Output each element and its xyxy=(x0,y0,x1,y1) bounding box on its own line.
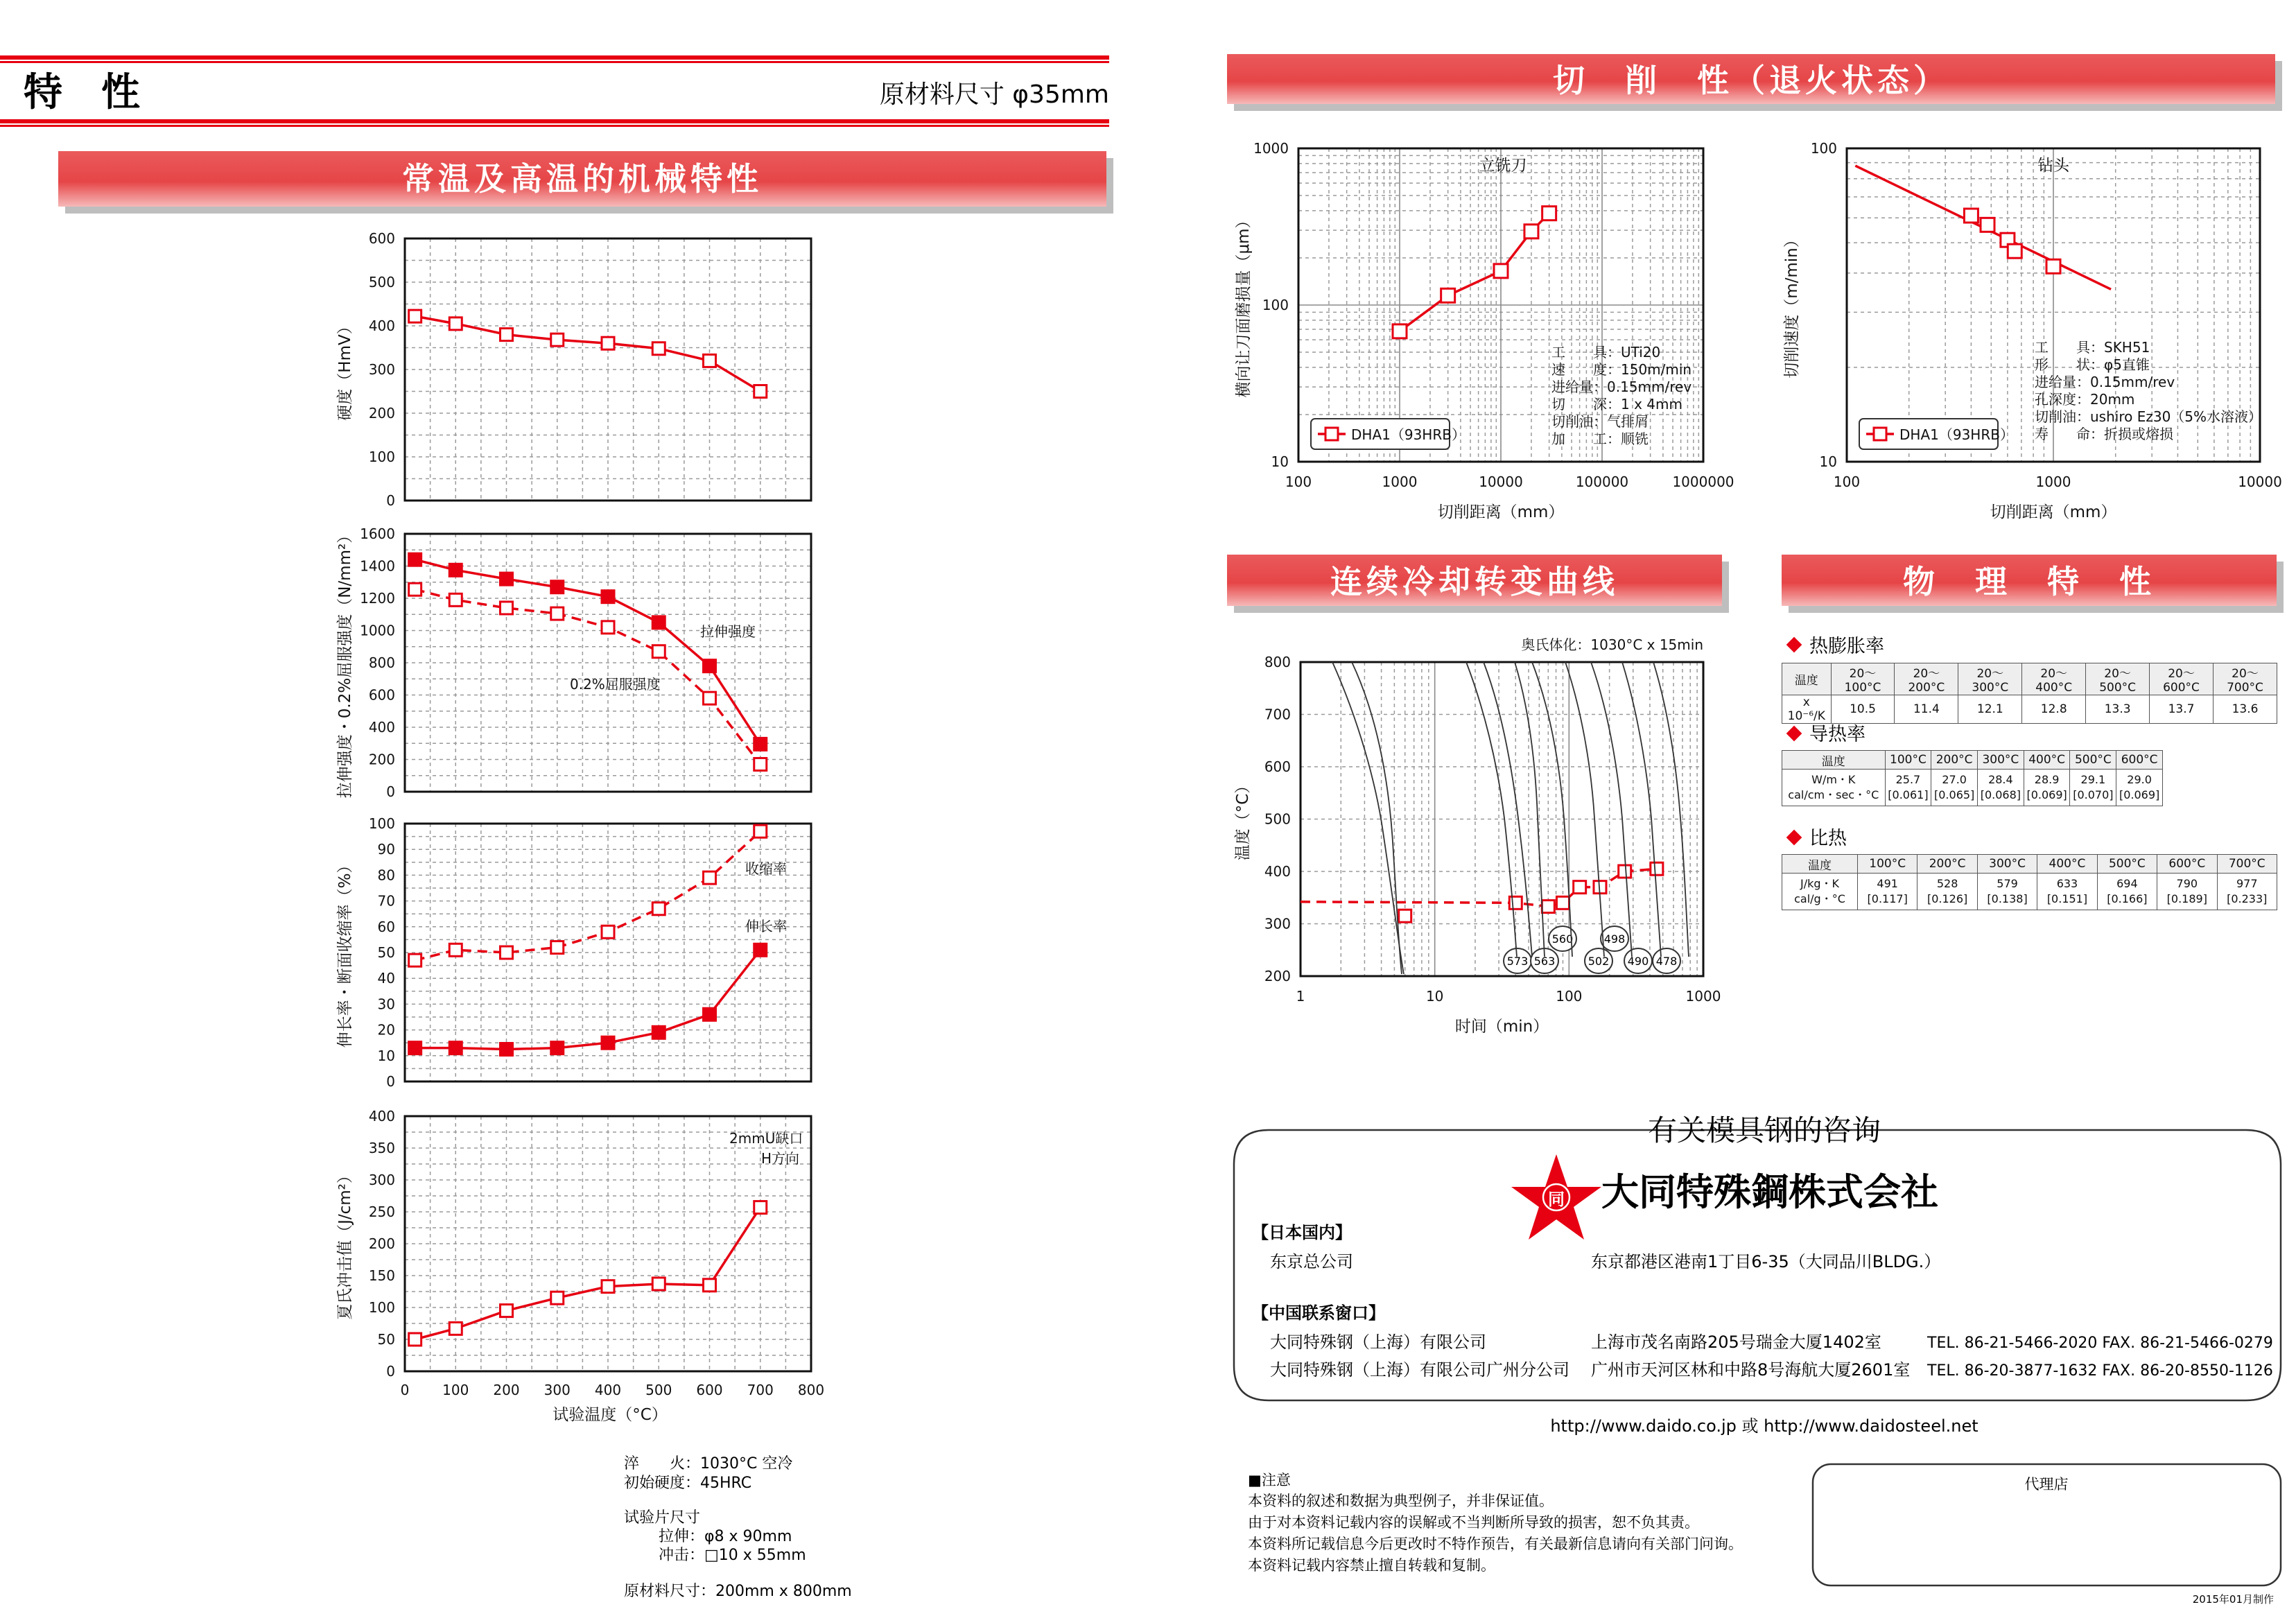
y-tick-label: 1000 xyxy=(360,622,395,639)
x-tick-label: 1000 xyxy=(2035,473,2071,490)
table-cell: 300°C xyxy=(1978,751,2024,770)
table-cell: 700°C xyxy=(2217,855,2277,874)
x-axis-label: 切削距离（mm） xyxy=(1437,503,1565,521)
cutting-condition: 工 具：UTi20 xyxy=(1551,344,1661,360)
cn2-name: 大同特殊钢（上海）有限公司广州分公司 xyxy=(1270,1360,1569,1380)
cutting-condition: 切削油：气排屑 xyxy=(1551,413,1649,430)
chart-title: 立铣刀 xyxy=(1479,157,1527,175)
data-point xyxy=(409,954,421,966)
x-tick-label: 100 xyxy=(1556,988,1583,1005)
series-line xyxy=(415,831,760,960)
data-point xyxy=(449,564,462,576)
data-point xyxy=(501,1305,513,1317)
y-tick-label: 100 xyxy=(368,1299,395,1316)
conduct-title: 导热率 xyxy=(1809,724,1866,745)
cn1-name: 大同特殊钢（上海）有限公司 xyxy=(1270,1332,1486,1352)
x-tick-label: 800 xyxy=(797,1382,825,1398)
data-point xyxy=(1981,218,1994,232)
data-point xyxy=(1441,288,1455,302)
x-tick-label: 1000 xyxy=(1685,988,1721,1005)
data-point xyxy=(449,1322,462,1335)
y-tick-label: 1400 xyxy=(360,557,395,575)
gridlines xyxy=(405,1116,811,1371)
contact-box xyxy=(1234,1113,2281,1400)
data-point xyxy=(409,1333,421,1346)
data-point xyxy=(704,1279,716,1292)
publish-date: 2015年01月制作 xyxy=(2192,1593,2274,1606)
hardness-value: 563 xyxy=(1533,955,1556,968)
table-cell: 13.3 xyxy=(2086,695,2150,724)
note-tensile: 拉伸：φ8 x 90mm xyxy=(659,1528,792,1545)
cutting-condition: 形 状：φ5直锥 xyxy=(2035,356,2150,373)
disclaimer-line-1: 本资料的叙述和数据为典型例子，并非保证值。 xyxy=(1248,1493,1554,1509)
data-point xyxy=(602,591,614,603)
data-point xyxy=(652,645,665,658)
drill-chart xyxy=(1783,140,2282,521)
y-tick-label: 40 xyxy=(377,970,395,987)
disclaimer xyxy=(1248,1472,1743,1574)
table-cell: 633 [0.151] xyxy=(2037,874,2097,910)
impact-chart xyxy=(336,1108,811,1380)
data-point xyxy=(1509,896,1522,909)
x-tick-label: 400 xyxy=(594,1382,622,1398)
banner-cut xyxy=(1227,54,2282,111)
table-cell: 100°C xyxy=(1857,855,1917,874)
data-point xyxy=(602,926,614,938)
table-cell: 29.1 [0.070] xyxy=(2070,770,2116,806)
table-cell: 400°C xyxy=(2037,855,2097,874)
data-point xyxy=(449,318,462,330)
y-tick-label: 70 xyxy=(377,892,395,910)
data-point xyxy=(551,1042,564,1054)
data-point xyxy=(754,1201,767,1214)
series-label: 2mmU缺口 xyxy=(729,1130,803,1147)
y-tick-label: 350 xyxy=(368,1140,395,1156)
y-tick-label: 0 xyxy=(386,1073,395,1090)
data-point xyxy=(754,825,767,837)
y-tick-label: 600 xyxy=(1264,758,1291,775)
table-cell: 12.1 xyxy=(1958,695,2022,724)
y-tick-label: 500 xyxy=(368,274,395,290)
spec-title: 比热 xyxy=(1809,828,1847,849)
hardness-value: 478 xyxy=(1655,955,1678,968)
data-point xyxy=(501,573,513,585)
banner-cct xyxy=(1227,555,1729,613)
thermal-conductivity-table xyxy=(1782,750,2163,806)
note-spec: 试验片尺寸 xyxy=(624,1509,701,1527)
table-cell: 28.9 [0.069] xyxy=(2024,770,2070,806)
page-title: 特 性 xyxy=(24,70,140,115)
logo-char: 同 xyxy=(1548,1190,1565,1209)
y-tick-label: 100 xyxy=(368,449,395,465)
x-tick-label: 0 xyxy=(400,1382,410,1398)
table-cell: 528 [0.126] xyxy=(1917,874,1977,910)
data-point xyxy=(704,871,716,884)
table-cell: 100°C xyxy=(1885,751,1931,770)
y-tick-label: 800 xyxy=(1264,654,1291,670)
y-tick-label: 10 xyxy=(1819,453,1837,470)
cutting-condition: 孔深度：20mm xyxy=(2035,391,2135,408)
legend-label: DHA1（93HRB） xyxy=(1899,426,2014,443)
specific-heat-table xyxy=(1782,854,2277,910)
table-cell: 13.6 xyxy=(2213,695,2277,724)
series-label: 0.2%屈服强度 xyxy=(570,676,661,693)
cutting-condition: 加 工：顺铣 xyxy=(1551,431,1649,447)
data-point xyxy=(704,1008,716,1020)
banner-cut-title: 切 削 性（退火状态） xyxy=(1553,62,1949,99)
data-point xyxy=(2046,259,2060,273)
y-tick-label: 100 xyxy=(368,815,395,832)
data-point xyxy=(501,1043,513,1056)
data-point xyxy=(551,941,564,954)
y-tick-label: 80 xyxy=(377,867,395,884)
data-point xyxy=(501,602,513,614)
cutting-condition: 工 具：SKH51 xyxy=(2035,339,2150,356)
y-tick-label: 300 xyxy=(368,361,395,378)
x-tick-label: 1 xyxy=(1296,988,1305,1005)
y-tick-label: 1600 xyxy=(360,525,395,542)
data-point xyxy=(409,310,421,322)
table-cell: J/kg・K cal/g・°C xyxy=(1782,874,1858,910)
cutting-condition: 速 度：150m/min xyxy=(1551,361,1692,378)
y-tick-label: 400 xyxy=(368,318,395,334)
x-tick-label: 300 xyxy=(543,1382,571,1398)
data-point xyxy=(652,1026,665,1039)
data-point xyxy=(754,738,767,750)
diamond-icon xyxy=(1786,830,1802,846)
contact-title: 有关模具钢的咨询 xyxy=(1647,1113,1881,1147)
y-tick-label: 50 xyxy=(377,944,395,961)
table-cell: 600°C xyxy=(2157,855,2217,874)
y-tick-label: 10 xyxy=(377,1047,395,1064)
table-cell: 400°C xyxy=(2024,751,2070,770)
table-cell: 温度 xyxy=(1782,751,1886,770)
agent-label: 代理店 xyxy=(2024,1476,2069,1493)
table-cell: 491 [0.117] xyxy=(1857,874,1917,910)
data-point xyxy=(754,944,767,956)
table-cell: 790 [0.189] xyxy=(2157,874,2217,910)
y-tick-label: 50 xyxy=(377,1331,395,1348)
cn2-tel: TEL. 86-20-3877-1632 FAX. 86-20-8550-1126 xyxy=(1927,1362,2273,1380)
data-point xyxy=(1619,865,1631,878)
x-tick-label: 700 xyxy=(747,1382,774,1398)
y-axis-label: 伸长率・断面收缩率（%） xyxy=(336,857,354,1048)
diamond-icon xyxy=(1786,726,1802,742)
y-tick-label: 200 xyxy=(368,405,395,422)
table-cell: 694 [0.166] xyxy=(2097,874,2157,910)
note-hardness: 初始硬度：45HRC xyxy=(624,1475,752,1492)
y-tick-label: 90 xyxy=(377,841,395,858)
series-line xyxy=(415,1208,760,1339)
jp-heading: 【日本国内】 xyxy=(1252,1223,1352,1242)
table-cell: x 10⁻⁶/K xyxy=(1782,695,1832,724)
hardness-value: 502 xyxy=(1588,955,1610,968)
cutting-condition: 切 深：1 x 4mm xyxy=(1551,396,1682,412)
y-tick-label: 200 xyxy=(368,751,395,768)
test-notes xyxy=(624,1455,852,1600)
disclaimer-line-3: 本资料所记载信息今后更改时不特作预告，有关最新信息请向有关部门问询。 xyxy=(1248,1536,1743,1552)
data-point xyxy=(551,1292,564,1304)
data-point xyxy=(704,354,716,367)
x-tick-label: 100 xyxy=(1833,473,1861,490)
data-point xyxy=(602,1036,614,1049)
x-tick-label: 100000 xyxy=(1575,473,1629,490)
table-cell: 29.0 [0.069] xyxy=(2116,770,2163,806)
table-cell: 200°C xyxy=(1917,855,1977,874)
x-tick-label: 1000 xyxy=(1382,473,1418,490)
y-tick-label: 10 xyxy=(1271,453,1289,470)
series-label: H方向 xyxy=(761,1150,800,1167)
table-cell: 579 [0.138] xyxy=(1977,874,2037,910)
table-cell: 20～300°C xyxy=(1958,663,2022,695)
note-impact: 冲击：□10 x 55mm xyxy=(659,1547,806,1564)
table-cell: 20～200°C xyxy=(1895,663,1958,695)
x-axis-label: 试验温度（°C） xyxy=(553,1406,668,1424)
data-point xyxy=(409,553,421,566)
legend-marker xyxy=(1874,428,1886,440)
data-point xyxy=(1542,207,1556,220)
y-axis-label: 拉伸强度・0.2%屈服强度（N/mm²） xyxy=(336,527,354,799)
legend-marker xyxy=(1325,428,1338,440)
x-tick-label: 10 xyxy=(1425,988,1444,1005)
y-tick-label: 1000 xyxy=(1253,140,1289,157)
series-label: 拉伸强度 xyxy=(700,623,756,640)
y-tick-label: 250 xyxy=(368,1204,395,1220)
table-cell: 温度 xyxy=(1782,855,1858,874)
data-point xyxy=(1574,881,1586,894)
y-axis-label: 横向让刀面磨损量（μm） xyxy=(1235,212,1253,398)
table-cell: 500°C xyxy=(2070,751,2116,770)
banner-phys-title: 物 理 特 性 xyxy=(1903,563,2155,600)
data-point xyxy=(449,593,462,606)
y-tick-label: 0 xyxy=(386,783,395,800)
table-cell: 500°C xyxy=(2097,855,2157,874)
x-tick-label: 500 xyxy=(645,1382,672,1398)
disclaimer-head: ■注意 xyxy=(1248,1472,1291,1488)
data-point xyxy=(501,946,513,959)
data-point xyxy=(2008,244,2021,258)
data-point xyxy=(1494,264,1508,278)
series-line xyxy=(415,559,760,744)
data-point xyxy=(602,621,614,634)
cutting-condition: 寿 命：折损或熔损 xyxy=(2035,426,2173,442)
data-point xyxy=(1651,862,1663,875)
y-tick-label: 100 xyxy=(1262,297,1289,313)
y-axis-label: 切削速度（m/min） xyxy=(1783,232,1801,379)
y-axis-label: 温度（°C） xyxy=(1234,777,1252,861)
data-point xyxy=(409,583,421,596)
series-line xyxy=(415,950,760,1049)
y-axis-label: 夏氏冲击值（J/cm²） xyxy=(336,1167,354,1320)
table-cell: 20～500°C xyxy=(2086,663,2150,695)
note-raw-size: 原材料尺寸：200mm x 800mm xyxy=(624,1583,852,1600)
cutting-condition: 切削油：ushiro Ez30（5%水溶液） xyxy=(2035,408,2263,425)
x-tick-label: 100 xyxy=(1285,473,1312,490)
x-tick-label: 200 xyxy=(493,1382,520,1398)
y-tick-label: 400 xyxy=(368,719,395,736)
legend-label: DHA1（93HRB） xyxy=(1351,426,1466,443)
x-tick-label: 1000000 xyxy=(1672,473,1734,490)
series-label: 收缩率 xyxy=(745,860,787,877)
x-axis-label: 切削距离（mm） xyxy=(1990,503,2117,521)
data-point xyxy=(652,616,665,629)
austenitize-note: 奥氏体化：1030°C x 15min xyxy=(1521,636,1703,653)
disclaimer-line-2: 由于对本资料记载内容的误解或不当判断所导致的损害，恕不负其责。 xyxy=(1248,1514,1699,1531)
data-point xyxy=(1556,896,1569,909)
thermal-expansion-table xyxy=(1782,663,2277,724)
tensile-chart xyxy=(336,525,811,800)
data-point xyxy=(602,337,614,349)
disclaimer-line-4: 本资料记载内容禁止擅自转载和复制。 xyxy=(1248,1557,1495,1574)
y-tick-label: 1200 xyxy=(360,590,395,607)
data-point xyxy=(652,342,665,355)
y-tick-label: 600 xyxy=(368,686,395,704)
y-axis-label: 硬度（HmV） xyxy=(336,318,354,421)
table-cell: 977 [0.233] xyxy=(2217,874,2277,910)
data-point xyxy=(551,607,564,620)
cn-heading: 【中国联系窗口】 xyxy=(1252,1303,1385,1323)
table-cell: 27.0 [0.065] xyxy=(1931,770,1978,806)
y-tick-label: 300 xyxy=(368,1172,395,1188)
table-cell: 20～400°C xyxy=(2022,663,2086,695)
table-cell: 10.5 xyxy=(1831,695,1895,724)
cutting-condition: 进给量：0.15mm/rev xyxy=(1551,379,1692,395)
table-cell: 13.7 xyxy=(2150,695,2214,724)
y-tick-label: 300 xyxy=(1264,915,1291,932)
website-links[interactable]: http://www.daido.co.jp 或 http://www.daidosteel.net xyxy=(1550,1416,1978,1436)
x-tick-label: 10000 xyxy=(1479,473,1523,490)
hardness-chart xyxy=(336,230,811,509)
gridlines xyxy=(1301,662,1703,976)
y-tick-label: 150 xyxy=(368,1267,395,1284)
y-tick-label: 0 xyxy=(386,492,395,509)
data-point xyxy=(754,385,767,398)
series-label: 伸长率 xyxy=(745,918,787,935)
banner-phys xyxy=(1782,555,2284,613)
data-point xyxy=(652,1278,665,1290)
table-cell: 12.8 xyxy=(2022,695,2086,724)
data-point xyxy=(1542,901,1554,913)
header xyxy=(0,55,1109,127)
y-tick-label: 60 xyxy=(377,918,395,935)
table-cell: 20～700°C xyxy=(2213,663,2277,695)
data-point xyxy=(501,329,513,341)
y-tick-label: 400 xyxy=(368,1108,395,1124)
x-tick-label: 10000 xyxy=(2238,473,2282,490)
y-tick-label: 100 xyxy=(1810,140,1837,157)
banner-mech-title: 常温及高温的机械特性 xyxy=(402,160,763,198)
banner-mech xyxy=(58,151,1113,214)
table-cell: 20～600°C xyxy=(2150,663,2214,695)
hardness-value: 498 xyxy=(1603,932,1626,946)
x-tick-label: 600 xyxy=(696,1382,723,1398)
data-point xyxy=(754,758,767,770)
data-point xyxy=(1524,225,1538,238)
cn1-tel: TEL. 86-21-5466-2020 FAX. 86-21-5466-0279 xyxy=(1927,1335,2273,1352)
y-tick-label: 700 xyxy=(1264,706,1291,723)
table-cell: 200°C xyxy=(1931,751,1978,770)
hardness-value: 490 xyxy=(1627,955,1649,968)
table-cell: 600°C xyxy=(2116,751,2163,770)
table-cell: 20～100°C xyxy=(1831,663,1895,695)
y-tick-label: 200 xyxy=(368,1235,395,1252)
cutting-condition: 进给量：0.15mm/rev xyxy=(2035,374,2175,390)
elongation-chart xyxy=(336,815,811,1090)
table-cell: 28.4 [0.068] xyxy=(1978,770,2024,806)
data-point xyxy=(652,903,665,915)
y-tick-label: 20 xyxy=(377,1021,395,1039)
y-tick-label: 500 xyxy=(1264,810,1291,828)
table-cell: 300°C xyxy=(1977,855,2037,874)
jp-office: 东京总公司 xyxy=(1270,1252,1353,1271)
table-cell: 25.7 [0.061] xyxy=(1885,770,1931,806)
data-point xyxy=(1964,209,1978,223)
banner-cct-title: 连续冷却转变曲线 xyxy=(1330,563,1619,600)
y-tick-label: 200 xyxy=(1264,968,1291,984)
data-point xyxy=(1399,910,1411,922)
data-point xyxy=(409,1042,421,1054)
x-tick-label: 100 xyxy=(442,1382,469,1398)
cct-chart xyxy=(1234,636,1721,1036)
thermal-title: 热膨胀率 xyxy=(1809,636,1884,657)
table-cell: 11.4 xyxy=(1895,695,1958,724)
end-mill-chart xyxy=(1235,140,1734,521)
cct-transformation-curves xyxy=(1332,662,1689,974)
y-tick-label: 400 xyxy=(1264,863,1291,880)
x-axis-label: 时间（min） xyxy=(1454,1018,1549,1036)
table-cell: 温度 xyxy=(1782,663,1832,695)
data-point xyxy=(551,581,564,593)
note-quench: 淬 火：1030°C 空冷 xyxy=(624,1455,793,1472)
data-point xyxy=(551,333,564,346)
chart-title: 钻头 xyxy=(2037,157,2069,175)
jp-address: 东京都港区港南1丁目6-35（大同品川BLDG.） xyxy=(1591,1252,1941,1271)
y-tick-label: 600 xyxy=(368,230,395,247)
diamond-icon xyxy=(1786,637,1802,653)
cn1-address: 上海市茂名南路205号瑞金大厦1402室 xyxy=(1591,1332,1881,1352)
data-point xyxy=(449,1042,462,1054)
table-cell: W/m・K cal/cm・sec・°C xyxy=(1782,770,1886,806)
data-point xyxy=(704,660,716,672)
data-point xyxy=(1393,324,1407,338)
gridlines xyxy=(405,238,811,501)
hardness-value: 560 xyxy=(1551,932,1574,946)
data-point xyxy=(449,944,462,956)
data-point xyxy=(602,1280,614,1293)
company-name: 大同特殊鋼株式会社 xyxy=(1601,1170,1938,1214)
material-size: 原材料尺寸 φ35mm xyxy=(879,80,1109,109)
data-point xyxy=(704,692,716,704)
y-tick-label: 0 xyxy=(386,1363,395,1380)
cn2-address: 广州市天河区林和中路8号海航大厦2601室 xyxy=(1591,1360,1911,1380)
y-tick-label: 30 xyxy=(377,996,395,1013)
y-tick-label: 800 xyxy=(368,654,395,671)
hardness-value: 573 xyxy=(1506,955,1529,968)
